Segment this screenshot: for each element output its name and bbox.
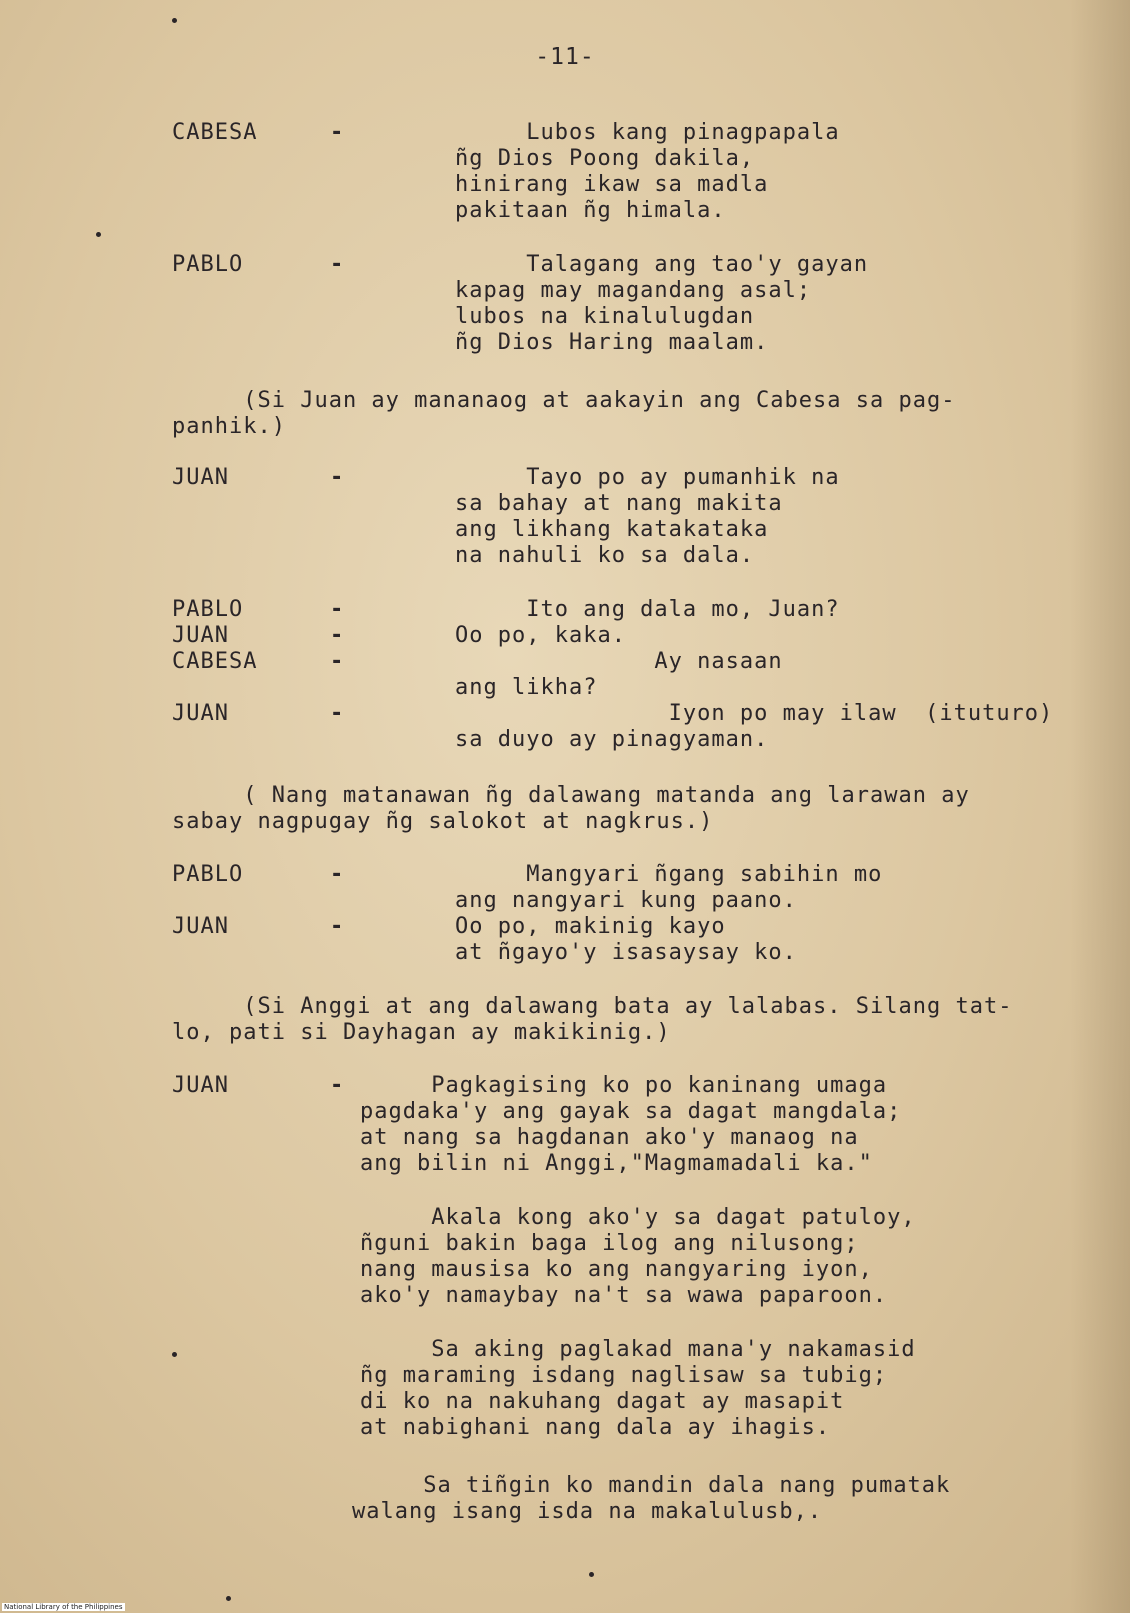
verse-line: Oo po, kaka. [455,623,626,648]
stage-direction: sabay nagpugay ñg salokot at nagkrus.) [172,809,714,834]
verse-line: Akala kong ako'y sa dagat patuloy, [360,1205,916,1230]
verse-line: Oo po, makinig kayo [455,914,726,939]
speaker-dash [330,1073,344,1099]
paper-speck [226,1596,231,1601]
stage-direction: lo, pati si Dayhagan ay makikinig.) [172,1020,671,1045]
stage-direction: ( Nang matanawan ñg dalawang matanda ang larawan ay [172,783,970,808]
speaker-dash [330,597,344,623]
verse-line: Sa tiñgin ko mandin dala nang pumatak [352,1473,951,1498]
paper-speck [96,232,101,237]
verse-line: Mangyari ñgang sabihin mo [455,862,883,887]
speaker-name: JUAN [172,465,229,490]
verse-line: di ko na nakuhang dagat ay masapit [360,1389,845,1414]
speaker-dash [330,914,344,940]
stage-direction: (Si Juan ay mananaog at aakayin ang Cabesa sa pag- [172,388,956,413]
speaker-name: PABLO [172,862,244,887]
verse-line: Sa aking paglakad mana'y nakamasid [360,1337,916,1362]
speaker-dash [330,649,344,675]
speaker-dash [330,252,344,278]
verse-line: ang likha? [455,675,598,700]
speaker-dash [330,862,344,888]
verse-line: walang isang isda na makalulusb,. [352,1499,823,1524]
speaker-name: JUAN [172,701,229,726]
speaker-name: JUAN [172,914,229,939]
verse-line: ñguni bakin baga ilog ang nilusong; [360,1231,859,1256]
speaker-name: CABESA [172,649,258,674]
stage-direction: (Si Anggi at ang dalawang bata ay lalabas. Silang tat- [172,994,1013,1019]
verse-line: ñg maraming isdang naglisaw sa tubig; [360,1363,888,1388]
speaker-dash [330,465,344,491]
verse-line: pagdaka'y ang gayak sa dagat mangdala; [360,1099,902,1124]
verse-line: ang bilin ni Anggi,"Magmamadali ka." [360,1151,873,1176]
verse-line: Talagang ang tao'y gayan [455,252,869,277]
verse-line: kapag may magandang asal; [455,278,812,303]
speaker-dash [330,120,344,146]
paper-speck [172,1352,177,1357]
speaker-name: PABLO [172,597,244,622]
verse-line: at nang sa hagdanan ako'y manaog na [360,1125,859,1150]
verse-line: sa duyo ay pinagyaman. [455,727,769,752]
verse-line: Ito ang dala mo, Juan? [455,597,840,622]
verse-line: hinirang ikaw sa madla [455,172,769,197]
paper-speck [172,18,177,23]
verse-line: pakitaan ñg himala. [455,198,726,223]
footer-credit: National Library of the Philippines [4,1603,123,1611]
verse-line: nang mausisa ko ang nangyaring iyon, [360,1257,873,1282]
verse-line: ako'y namaybay na't sa wawa paparoon. [360,1283,888,1308]
paper-speck [589,1572,594,1577]
verse-line: Pagkagising ko po kaninang umaga [360,1073,888,1098]
speaker-name: CABESA [172,120,258,145]
verse-line: at ñgayo'y isasaysay ko. [455,940,797,965]
verse-line: at nabighani nang dala ay ihagis. [360,1415,831,1440]
verse-line: ñg Dios Haring maalam. [455,330,769,355]
verse-line: sa bahay at nang makita [455,491,783,516]
speaker-dash [330,701,344,727]
verse-line: Iyon po may ilaw (ituturo) [455,701,1054,726]
verse-line: Lubos kang pinagpapala [455,120,840,145]
verse-line: ñg Dios Poong dakila, [455,146,755,171]
verse-line: ang nangyari kung paano. [455,888,797,913]
verse-line: Ay nasaan [455,649,783,674]
verse-line: lubos na kinalulugdan [455,304,755,329]
stage-direction: panhik.) [172,414,286,439]
speaker-name: PABLO [172,252,244,277]
speaker-name: JUAN [172,1073,229,1098]
speaker-name: JUAN [172,623,229,648]
verse-line: na nahuli ko sa dala. [455,543,755,568]
page-number: -11- [535,44,595,70]
verse-line: ang likhang katakataka [455,517,769,542]
verse-line: Tayo po ay pumanhik na [455,465,840,490]
speaker-dash [330,623,344,649]
